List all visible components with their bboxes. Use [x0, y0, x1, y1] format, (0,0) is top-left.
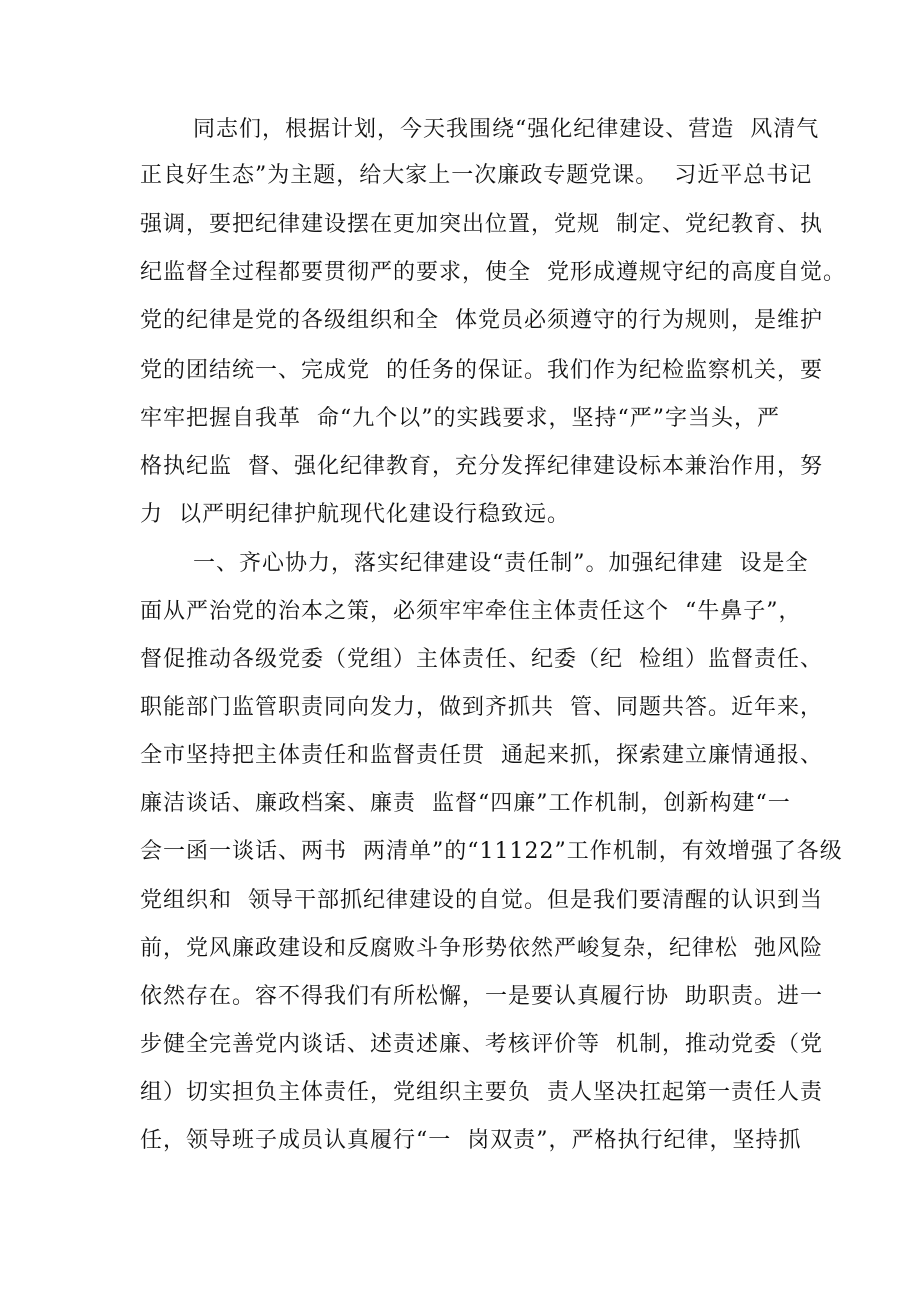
paragraph-2-line-4: 职能部门监管职责同向发力，做到齐抓共 管、同题共答。近年来，: [140, 695, 823, 720]
paragraph-2-line-12: 组）切实担负主体责任，党组织主要负 责人坚决扛起第一责任人责: [140, 1080, 823, 1105]
paragraph-2-line-10: 依然存在。容不得我们有所松懈，一是要认真履行协 助职责。进一: [140, 984, 823, 1009]
paragraph-1-line-8: 格执纪监 督、强化纪律教育，充分发挥纪律建设标本兼治作用，努: [140, 454, 823, 479]
paragraph-1-line-3: 强调，要把纪律建设摆在更加突出位置，党规 制定、党纪教育、执: [140, 212, 823, 237]
paragraph-1-line-1: 同志们，根据计划，今天我围绕“强化纪律建设、营造 风清气: [193, 117, 820, 142]
paragraph-1-line-5: 党的纪律是党的各级组织和全 体党员必须遵守的行为规则，是维护: [140, 308, 823, 333]
paragraph-1-line-9: 力 以严明纪律护航现代化建设行稳致远。: [140, 502, 570, 527]
paragraph-2-line-1: 一、齐心协力，落实纪律建设“责任制”。加强纪律建 设是全: [193, 551, 809, 576]
paragraph-2-line-13: 任，领导班子成员认真履行“一 岗双责”，严格执行纪律，坚持抓: [140, 1128, 802, 1153]
paragraph-2-line-11: 步健全完善党内谈话、述责述廉、考核评价等 机制，推动党委（党: [140, 1032, 823, 1057]
paragraph-2-line-3: 督促推动各级党委（党组）主体责任、纪委（纪 检组）监督责任、: [140, 647, 823, 672]
paragraph-2-line-9: 前，党风廉政建设和反腐败斗争形势依然严峻复杂，纪律松 弛风险: [140, 936, 823, 961]
paragraph-2-line-6: 廉洁谈话、廉政档案、廉责 监督“四廉”工作机制，创新构建“一: [140, 791, 791, 816]
paragraph-1-line-2: 正良好生态”为主题，给大家上一次廉政专题党课。 习近平总书记: [140, 163, 813, 188]
paragraph-2-line-7: 会一函一谈话、两书 两清单”的“11122”工作机制，有效增强了各级: [140, 839, 843, 864]
paragraph-2-line-5: 全市坚持把主体责任和监督责任贯 通起来抓，探索建立廉情通报、: [140, 743, 823, 768]
paragraph-2-line-8: 党组织和 领导干部抓纪律建设的自觉。但是我们要清醒的认识到当: [140, 888, 823, 913]
paragraph-1-line-7: 牢牢把握自我革 命“九个以”的实践要求，坚持“严”字当头，严: [140, 406, 780, 431]
paragraph-2-line-2: 面从严治党的治本之策，必须牢牢牵住主体责任这个 “牛鼻子”，: [140, 599, 802, 624]
paragraph-1-line-6: 党的团结统一、完成党 的任务的保证。我们作为纪检监察机关，要: [140, 358, 823, 383]
paragraph-1-line-4: 纪监督全过程都要贯彻严的要求，使全 党形成遵规守纪的高度自觉。: [140, 260, 846, 285]
